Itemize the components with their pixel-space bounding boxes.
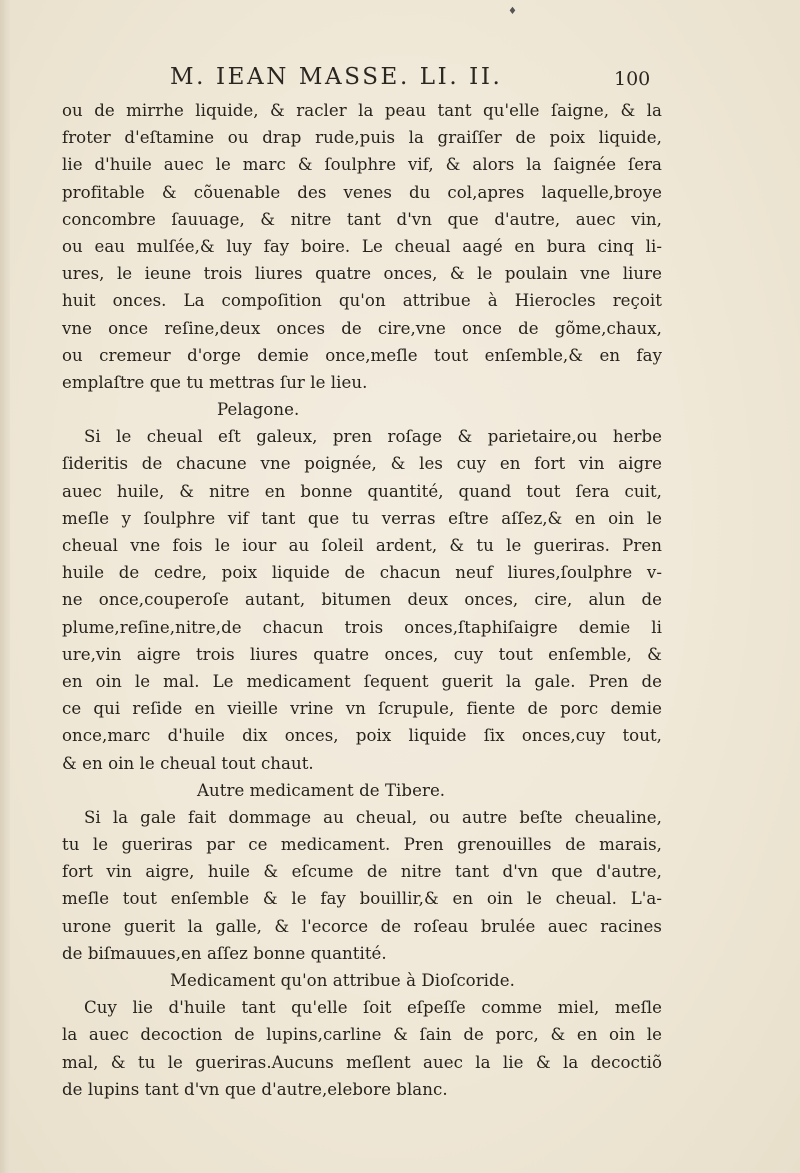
page-header [0,64,800,94]
text-line: ne once,couperoſe autant, bitumen deux onces, cire, alun de [62,590,662,610]
text-line: froter d'eſtamine ou drap rude,puis la graiſſer de poix liquide, [62,128,662,148]
text-line: Si la gale fait dommage au cheual, ou autre beſte cheualine, [84,807,662,827]
text-line: ſideritis de chacune vne poignée, & les cuy en fort vin aigre [62,454,662,474]
text-line: ure,vin aigre trois liures quatre onces, cuy tout enſemble, & [62,644,662,664]
text-line: ce qui reſide en vieille vrine vn ſcrupule, fiente de porc demie [62,699,662,719]
text-line: cheual vne fois le iour au ſoleil ardent, & tu le gueriras. Pren [62,536,662,555]
section-heading-dioscoride: Medicament qu'on attribue à Dioſcoride. [170,971,515,990]
text-line: ou eau mulſée,& luy fay boire. Le cheual aagé en bura cinq li- [62,236,662,256]
text-line: plume,reſine,nitre,de chacun trois onces,ſtaphiſaigre demie li [62,617,662,637]
page-number: 100 [614,68,651,90]
text-line: en oin le mal. Le medicament ſequent guerit la gale. Pren de [62,671,662,691]
section-heading-tibere: Autre medicament de Tibere. [197,780,446,800]
text-line: concombre ſauuage, & nitre tant d'vn que d'autre, auec vin, [62,209,662,229]
text-line: tu le gueriras par ce medicament. Pren grenouilles de marais, [62,835,662,855]
text-line: once,marc d'huile dix onces, poix liquide ſix onces,cuy tout, [62,726,662,746]
text-line: vne once reſine,deux onces de cire,vne once de gõme,chaux, [62,318,662,338]
text-line: de lupins tant d'vn que d'autre,elebore blanc. [62,1079,448,1099]
text-line: meſle tout enſemble & le fay bouillir,& en oin le cheual. L'a- [62,889,662,909]
body-text [62,97,662,1103]
ink-mark: ♦ [508,6,517,17]
text-line: Si le cheual eſt galeux, pren roſage & parietaire,ou herbe [84,427,662,447]
text-line: ou cremeur d'orge demie once,meſle tout enſemble,& en fay [62,345,662,365]
text-line: huile de cedre, poix liquide de chacun neuf liures,ſoulphre v- [62,563,662,583]
running-head: M. IEAN MASSE. LI. II. [170,64,503,90]
text-line: la auec decoction de lupins,carline & ſain de porc, & en oin le [62,1025,662,1045]
text-line: fort vin aigre, huile & eſcume de nitre tant d'vn que d'autre, [62,862,662,882]
text-line: ures, le ieune trois liures quatre onces, & le poulain vne liure [62,264,662,284]
text-line: auec huile, & nitre en bonne quantité, quand tout ſera cuit, [62,481,662,501]
text-line: lie d'huile auec le marc & ſoulphre vif, & alors la ſaignée ſera [62,155,662,175]
text-line: profitable & cõuenable des venes du col,apres laquelle,broye [62,182,662,202]
text-line: ou de mirrhe liquide, & racler la peau tant qu'elle ſaigne, & la [62,101,662,120]
text-line: de biſmauues,en aſſez bonne quantité. [62,943,387,963]
text-line: & en oin le cheual tout chaut. [62,753,314,773]
text-line: Cuy lie d'huile tant qu'elle ſoit eſpeſſe comme miel, meſle [84,998,662,1018]
page-gutter-shadow [0,0,10,1173]
text-line: mal, & tu le gueriras.Aucuns meſlent auec la lie & la decoctiõ [62,1052,662,1072]
text-line: urone guerit la galle, & l'ecorce de roſeau brulée auec racines [62,916,662,936]
text-line: emplaſtre que tu mettras ſur le lieu. [62,372,368,392]
text-line: huit onces. La compoſition qu'on attribue à Hierocles reçoit [62,291,662,311]
text-line: meſle y ſoulphre vif tant que tu verras eſtre aſſez,& en oin le [62,508,662,528]
section-heading-pelagone: Pelagone. [217,400,300,420]
